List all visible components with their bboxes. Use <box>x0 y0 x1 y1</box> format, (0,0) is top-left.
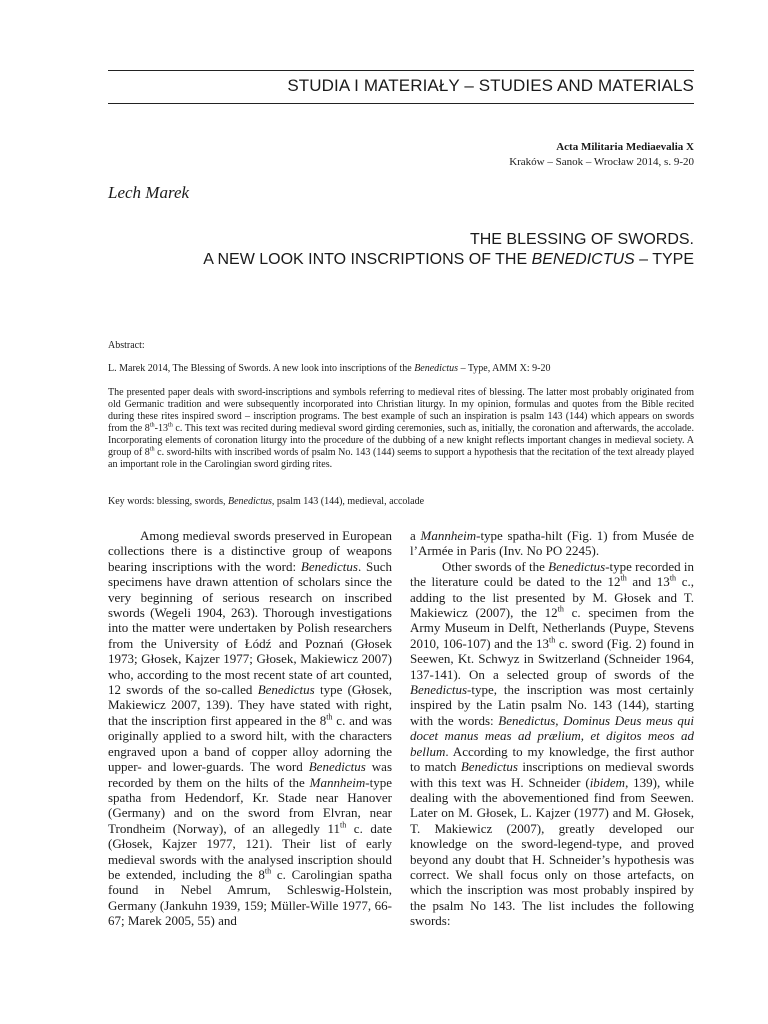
keywords-italic: Benedictus <box>228 496 272 507</box>
abstract-citation <box>108 363 694 375</box>
paragraph <box>410 559 694 929</box>
text: -type, the inscription was most certainly inspired by the Latin psalm No. 143 (144), starting with the words: <box>410 682 694 728</box>
superscript: th <box>549 635 556 645</box>
paragraph <box>108 528 392 929</box>
citation-text: L. Marek 2014, The Blessing of Swords. A new look into inscriptions of the <box>108 363 415 374</box>
section-title: STUDIA I MATERIAŁY – STUDIES AND MATERIALS <box>287 76 694 95</box>
abstract-text: The presented paper deals with sword-inscriptions and symbols referring to medieval rites of blessing. The latter most probably originated from old Germanic tradition and were subsequently incorporated into Christian liturgy. In my opinion, formulas and quotes from the Bible recited during these rites inspired sword – inscription programs. The best example of such an inspiration is psalm 143 (144) which appears on swords from the 8 <box>108 387 694 434</box>
text: Other swords of the <box>442 558 549 574</box>
keywords <box>108 496 694 508</box>
abstract-sup: th <box>167 421 173 429</box>
text: . Such specimens have drawn attention of scholars since the very beginning of serious research on inscribed swords (Wegeli 1904, 263). Thorough investigations into the matter were undertaken by Polish researchers from the University of Łódź and Poznań (Głosek 1973; Głosek, Kajzer 1977; Głosek, Makiewicz 2007) who, according to the most recent state of art counted, 12 swords of the so-called <box>108 558 393 698</box>
journal-place: Kraków – Sanok – Wrocław 2014, s. 9-20 <box>509 156 694 168</box>
text: c. date (Głosek, Kajzer 1977, 121). Their list of early medieval swords with the analysed inscription should be extended, including the 8 <box>108 820 392 882</box>
keywords-text-end: , psalm 143 (144), medieval, accolade <box>271 496 425 507</box>
superscript: th <box>326 712 333 722</box>
italic-text: Mannheim <box>420 528 477 543</box>
text: was recorded by them on the hilts of the <box>108 759 393 790</box>
text: . According to my knowledge, the first author to match <box>410 743 694 775</box>
journal-info <box>509 140 694 170</box>
text: Among medieval swords preserved in European collections there is a distinctive group of weapons bearing inscriptions with the word: <box>108 528 392 574</box>
superscript: th <box>264 866 272 876</box>
abstract-text: c. This text was recited during medieval sword girding ceremonies, such as, initially, the coronation and afterwards, the accolade. Incorporating elements of coronation liturgy into the procedure of the dubbing of a new knight reflects important changes in medieval society. A group of 8 <box>108 423 694 458</box>
top-rule <box>108 70 694 71</box>
keywords-text: Key words: blessing, swords, <box>108 496 228 507</box>
italic-text: ibidem <box>589 774 626 790</box>
text: c. and was originally applied to a sword hilt, with the characters engraved upon a band of copper alloy adorning the upper- and lower-guards. The word <box>108 712 392 775</box>
text: c., adding to the list presented by M. Głosek and T. Makiewicz (2007), the 12 <box>410 574 694 621</box>
italic-text: Mannheim <box>309 774 366 790</box>
title-line-1: THE BLESSING OF SWORDS. <box>469 231 694 248</box>
paragraph <box>410 528 694 559</box>
text: c. specimen from the Army Museum in Delft, Netherlands (Puype, Stevens 2010, 106-107) and the 13 <box>410 605 694 651</box>
superscript: th <box>557 604 564 614</box>
citation-italic: Benedictus <box>414 363 459 374</box>
italic-text: Benedictus <box>410 682 468 698</box>
italic-text: Benedictus, Dominus Deus meus qui docet manus meas ad prælium, et digitos meos ad bellum <box>410 712 695 759</box>
text: inscriptions on medieval swords with this text was H. Schneider ( <box>410 759 694 790</box>
superscript: th <box>669 573 677 583</box>
abstract-sup: th <box>149 421 155 429</box>
italic-text: Benedictus <box>300 558 358 574</box>
text: type (Głosek, Makiewicz 2007, 139). They have stated with right, that the inscription first appeared in the 8 <box>108 682 393 728</box>
author-name: Lech Marek <box>108 183 190 202</box>
body-column-right <box>410 528 694 929</box>
italic-text: Benedictus <box>548 558 606 574</box>
abstract-text: c. sword-hilts with inscribed words of psalm No. 143 (144) seems to support a hypothesis that the recitation of the text already played an important role in the Carolingian sword girding rites. <box>108 447 694 470</box>
text: , 139), while dealing with the abovementioned find from Seewen. Later on M. Głosek, L. Kajzer (1977) and M. Głosek, T. Makiewicz (2007), greatly developed our knowledge on the sword-legend-type, and proved beyond any doubt that H. Schneider’s hypothesis was correct. We shall focus only on those artefacts, on which the inscription was most probably inspired by the psalm No 143. The list includes the following swords: <box>410 774 694 929</box>
superscript: th <box>620 573 627 583</box>
text: -type spatha-hilt (Fig. 1) from Musée de l’Armée in Paris (Inv. No PO 2245). <box>410 528 694 559</box>
italic-text: Benedictus <box>308 759 366 775</box>
text: c. Carolingian spatha found in Nebel Amrum, Schleswig-Holstein, Germany (Jankuhn 1939, 159; Müller-Wille 1977, 66-67; Marek 2005, 55) and <box>108 866 393 929</box>
abstract-sup: th <box>149 445 155 453</box>
italic-text: Benedictus <box>257 682 315 698</box>
italic-text: Benedictus <box>460 759 518 775</box>
title-line-2 <box>203 250 694 270</box>
text: c. sword (Fig. 2) found in Seewen, Kt. Schwyz in Switzerland (Schneider 1964, 137-141). On a selected group of swords of the <box>410 635 694 682</box>
superscript: th <box>340 820 347 830</box>
body-column-left <box>108 528 392 929</box>
text: -type spatha from Hedendorf, Kr. Stade near Hanover (Germany) and on the sword from Elvran, near Trondheim (Norway), of an allegedly 11 <box>108 774 392 836</box>
text: a <box>410 528 421 543</box>
text: and 13 <box>626 574 670 590</box>
title-text-end: – TYPE <box>634 251 694 268</box>
title-text: A NEW LOOK INTO INSCRIPTIONS OF THE <box>203 251 532 268</box>
text: -type recorded in the literature could be dated to the 12 <box>410 558 694 590</box>
article-title <box>203 230 694 270</box>
abstract-body <box>108 387 694 471</box>
abstract-text: -13 <box>154 423 168 434</box>
citation-text-end: – Type, AMM X: 9-20 <box>458 363 551 374</box>
title-italic: BENEDICTUS <box>531 251 635 268</box>
section-rule <box>108 103 694 104</box>
journal-name: Acta Militaria Mediaevalia X <box>556 141 694 153</box>
abstract-label: Abstract: <box>108 340 145 351</box>
